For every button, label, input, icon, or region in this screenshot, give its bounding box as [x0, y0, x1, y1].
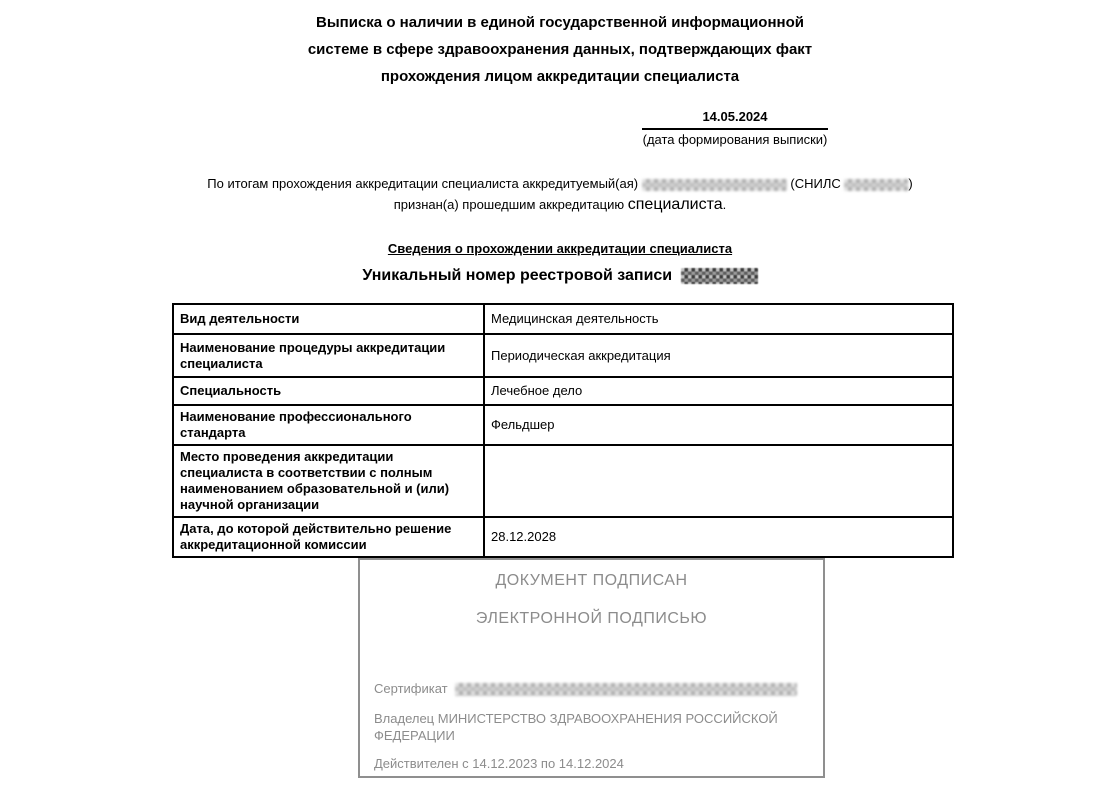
signature-certificate-line: [374, 681, 797, 696]
row-professional-standard-value: Фельдшер: [484, 405, 953, 445]
row-specialty-label: Специальность: [173, 377, 484, 405]
extract-date-block: [642, 109, 828, 147]
intro-emphasis-word: специалиста: [627, 196, 723, 213]
electronic-signature-stamp: [358, 558, 825, 778]
intro-paragraph-line-2: [0, 196, 1120, 214]
document-title-line-3: прохождения лицом аккредитации специалиста: [380, 68, 740, 85]
signature-header-line-2: ЭЛЕКТРОННОЙ ПОДПИСЬЮ: [475, 610, 708, 627]
row-valid-until-date-label: Дата, до которой действительно решение аккредитационной комиссии: [173, 517, 484, 557]
table-row: [173, 304, 953, 334]
row-accreditation-place-label: Место проведения аккредитации специалиста в соответствии с полным наименованием образовательной и (или) научной организации: [173, 445, 484, 517]
signature-owner-line: Владелец МИНИСТЕРСТВО ЗДРАВООХРАНЕНИЯ РОССИЙСКОЙ ФЕДЕРАЦИИ: [374, 711, 778, 743]
redacted-accredited-name: [642, 179, 787, 191]
registry-number-line: [0, 267, 1120, 285]
extract-date: 14.05.2024: [642, 109, 828, 130]
row-accreditation-place-value: [484, 445, 953, 517]
accreditation-details-table: [172, 303, 954, 558]
table-row: [173, 517, 953, 557]
intro-paragraph-line-1: [0, 176, 1120, 191]
signature-validity-line: Действителен с 14.12.2023 по 14.12.2024: [374, 756, 624, 771]
row-procedure-name-value: Периодическая аккредитация: [484, 334, 953, 377]
intro-text-prefix: По итогам прохождения аккредитации специалиста аккредитуемый(ая): [207, 176, 639, 191]
extract-date-caption: (дата формирования выписки): [642, 132, 828, 147]
intro-period: .: [722, 197, 727, 212]
section-heading: Сведения о прохождении аккредитации специалиста: [387, 241, 733, 256]
redacted-registry-number: [681, 268, 758, 284]
table-row: [173, 377, 953, 405]
document-title: [0, 9, 1120, 90]
row-activity-type-label: Вид деятельности: [173, 304, 484, 334]
row-activity-type-value: Медицинская деятельность: [484, 304, 953, 334]
certificate-label: Сертификат: [374, 681, 448, 696]
row-specialty-value: Лечебное дело: [484, 377, 953, 405]
row-professional-standard-label: Наименование профессионального стандарта: [173, 405, 484, 445]
table-row: [173, 334, 953, 377]
table-row: [173, 445, 953, 517]
row-valid-until-date-value: 28.12.2028: [484, 517, 953, 557]
intro-line2-prefix: признан(а) прошедшим аккредитацию: [393, 197, 625, 212]
redacted-snils-number: [844, 179, 908, 191]
snils-label: (СНИЛС: [790, 176, 841, 191]
table-row: [173, 405, 953, 445]
signature-header-line-1: ДОКУМЕНТ ПОДПИСАН: [495, 572, 688, 589]
redacted-certificate-serial: [455, 683, 797, 696]
snils-paren-close: ): [908, 176, 913, 191]
document-title-line-1: Выписка о наличии в единой государственной информационной: [316, 14, 804, 31]
registry-number-label: Уникальный номер реестровой записи: [362, 267, 673, 284]
row-procedure-name-label: Наименование процедуры аккредитации специалиста: [173, 334, 484, 377]
document-title-line-2: системе в сфере здравоохранения данных, подтверждающих факт: [307, 41, 813, 58]
